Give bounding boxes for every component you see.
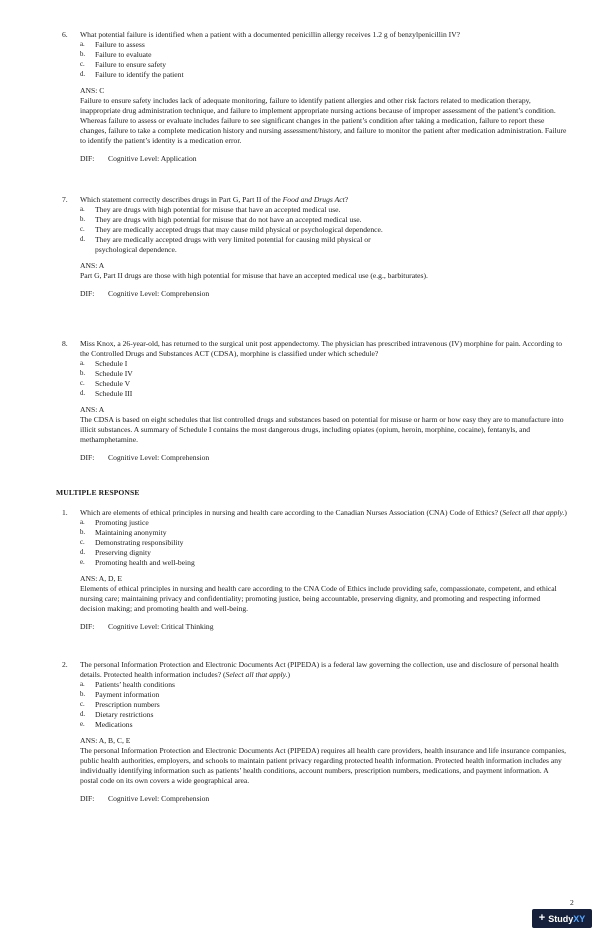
option-item: d. Schedule III (80, 389, 133, 398)
option-item: c. They are medically accepted drugs that may cause mild physical or psychological dependence. (80, 225, 383, 234)
rationale: Part G, Part II drugs are those with high potential for misuse that have an accepted medical use (e.g., barbiturates). (80, 271, 428, 280)
option-item: c. Schedule V (80, 379, 131, 388)
option-item: d. Dietary restrictions (80, 710, 154, 719)
question-stem: Which are elements of ethical principles in nursing and health care according to the Canadian Nurses Association (CNA) Code of Ethics? (Select all that apply.) (80, 508, 567, 517)
option-list (80, 40, 567, 80)
option-item: c. Demonstrating responsibility (80, 538, 184, 547)
answer-key: ANS: A, D, E (80, 574, 122, 583)
question-6 (62, 30, 567, 164)
option-item: d. They are medically accepted drugs with very limited potential for causing mild physical or psychological dependence. (80, 235, 371, 254)
question-number: 1. (62, 508, 68, 517)
rationale: Failure to ensure safety includes lack of adequate monitoring, failure to identify patient allergies and other risk factors related to medication therapy, inappropriate drug administration technique, and failure to implement appropriate nursing actions because of improper assessment of the patient’s condition. Whereas failure to assess or evaluate includes failure to see significant changes in the patient’s condition after taking a medication, failure to report these changes, failure to take a complete medication history and nursing assessment/history, and failure to monitor the patient after medication administration. Failure to identify the patient’s identity is a medication error. (80, 96, 567, 145)
option-item: a. Promoting justice (80, 518, 149, 527)
option-item: b. They are drugs with high potential for misuse that do not have an accepted medical use. (80, 215, 362, 224)
option-list (80, 359, 567, 399)
question-7 (62, 195, 567, 299)
rationale: The CDSA is based on eight schedules that list controlled drugs and substances based on potential for misuse or harm or how easy they are to manufacture into illicit substances. A summary of Schedule I contains the most dangerous drugs, including opiates (opium, heroin, morphine, cocaine), fentanyls, and methamphetamine. (80, 415, 564, 444)
rationale: Elements of ethical principles in nursing and health care according to the CNA Code of Ethics include providing safe, compassionate, competent, and ethical nursing care; maintaining privacy and confidentiality; promoting justice, being accountable, preserving dignity, and promoting and respecting informed decision making; and promoting health and well-being. (80, 584, 557, 613)
option-item: a. Failure to assess (80, 40, 145, 49)
option-item: b. Maintaining anonymity (80, 528, 167, 537)
question-number: 6. (62, 30, 68, 39)
question-number: 2. (62, 660, 68, 669)
question-stem: What potential failure is identified when a patient with a documented penicillin allergy receives 1.2 g of benzylpenicillin IV? (80, 30, 461, 39)
answer-key: ANS: A (80, 405, 105, 414)
difficulty: DIF: Cognitive Level: Comprehension (80, 289, 210, 298)
option-list (80, 680, 567, 730)
option-item: b. Schedule IV (80, 369, 133, 378)
option-list (80, 205, 567, 255)
difficulty: DIF: Cognitive Level: Application (80, 154, 197, 163)
brand-name: Study (548, 913, 574, 924)
option-item: d. Failure to identify the patient (80, 70, 184, 79)
difficulty: DIF: Cognitive Level: Comprehension (80, 453, 210, 462)
answer-key: ANS: A, B, C, E (80, 736, 131, 745)
option-item: e. Promoting health and well-being (80, 558, 195, 567)
studyxy-logo[interactable] (532, 909, 592, 928)
difficulty: DIF: Cognitive Level: Comprehension (80, 794, 210, 803)
brand-suffix: XY (573, 913, 586, 924)
option-item: a. Schedule I (80, 359, 128, 368)
option-item: e. Medications (80, 720, 133, 729)
option-list (80, 518, 567, 568)
question-8 (62, 339, 567, 463)
question-stem: Miss Knox, a 26-year-old, has returned to the surgical unit post appendectomy. The physician has prescribed intravenous (IV) morphine for pain. According to the Controlled Drugs and Substances ACT (CDSA), morphine is classified under which schedule? (80, 339, 562, 358)
option-item: c. Failure to ensure safety (80, 60, 167, 69)
question-stem: The personal Information Protection and Electronic Documents Act (PIPEDA) is a federal law governing the collection, use and disclosure of personal health details. Protected health information includes? (Select all that apply.) (80, 660, 559, 679)
section-heading: MULTIPLE RESPONSE (56, 488, 140, 497)
plus-icon: + (538, 912, 546, 924)
option-item: c. Prescription numbers (80, 700, 160, 709)
difficulty: DIF: Cognitive Level: Critical Thinking (80, 622, 214, 631)
question-number: 7. (62, 195, 68, 204)
question-stem: Which statement correctly describes drugs in Part G, Part II of the Food and Drugs Act? (80, 195, 349, 204)
mr-question-2 (62, 660, 567, 804)
mr-question-1 (62, 508, 567, 632)
answer-key: ANS: A (80, 261, 105, 270)
option-item: d. Preserving dignity (80, 548, 151, 557)
option-item: b. Payment information (80, 690, 160, 699)
option-item: b. Failure to evaluate (80, 50, 152, 59)
option-item: a. Patients’ health conditions (80, 680, 176, 689)
answer-key: ANS: C (80, 86, 105, 95)
rationale: The personal Information Protection and Electronic Documents Act (PIPEDA) requires all health care providers, health insurance and life insurance companies, public health authorities, employers, and schools to maintain patient privacy regarding protected health information. Protected health information includes any individually identifying information such as patients’ health conditions, account numbers, prescription numbers, medications, and payment information. A postal code on its own covers a wide geographical area. (80, 746, 567, 785)
option-item: a. They are drugs with high potential for misuse that have an accepted medical use. (80, 205, 341, 214)
page-number: 2 (570, 898, 574, 907)
question-number: 8. (62, 339, 68, 348)
